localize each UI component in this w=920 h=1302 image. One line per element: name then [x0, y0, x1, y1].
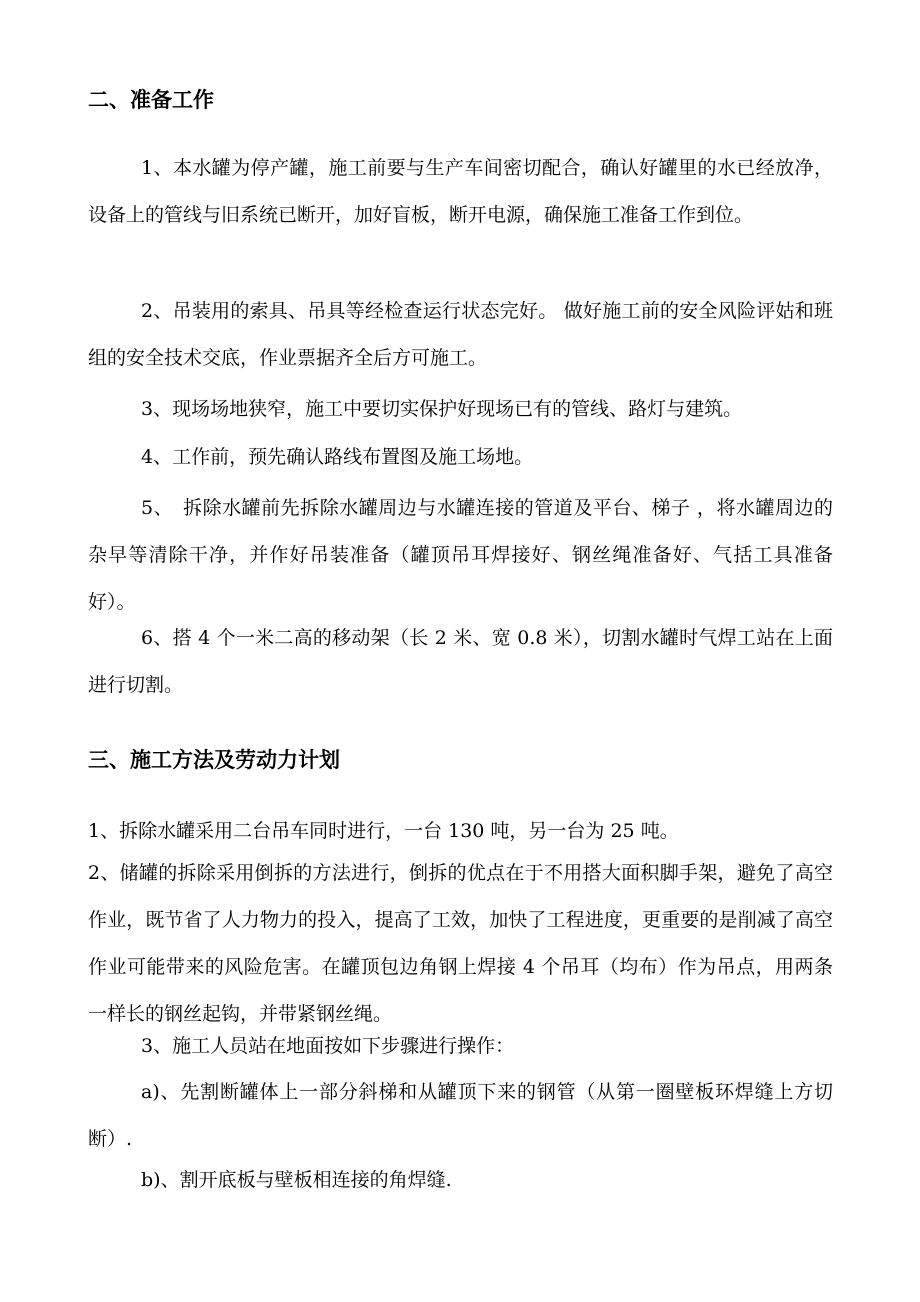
section-3-step-b: b)、割开底板与壁板相连接的角焊缝. [141, 1169, 452, 1191]
section-3-step-a: a)、先割断罐体上一部分斜梯和从罐顶下来的钢管（从第一圈壁板环焊缝上方切断）. [88, 1081, 833, 1150]
section-3-heading: 三、施工方法及劳动力计划 [88, 747, 340, 772]
section-2-item-3: 3、现场场地狭窄，施工中要切实保护好现场已有的管线、路灯与建筑。 [141, 398, 743, 420]
section-2-item-6: 6、搭 4 个一米二高的移动架（长 2 米、宽 0.8 米），切割水罐时气焊工站在上面进行切割。 [88, 627, 833, 696]
section-2-heading: 二、准备工作 [88, 87, 214, 112]
section-2-item-1: 1、本水罐为停产罐，施工前要与生产车间密切配合，确认好罐里的水已经放净，设备上的管线与旧系统已断开，加好盲板，断开电源，确保施工准备工作到位。 [88, 157, 833, 226]
section-2-item-2: 2、吊装用的索具、吊具等经检查运行状态完好。 做好施工前的安全风险评姑和班组的安全技术交底，作业票据齐全后方可施工。 [88, 300, 833, 369]
section-2-item-4: 4、工作前，预先确认路线布置图及施工场地。 [141, 446, 534, 468]
section-3-item-2: 2、储罐的拆除采用倒拆的方法进行，倒拆的优点在于不用搭大面积脚手架，避免了高空作业，既节省了人力物力的投入，提高了工效，加快了工程进度，更重要的是削减了高空作业可能带来的风险危害。在罐顶包边角钢上焊接 4 个吊耳（均布）作为吊点，用两条一样长的钢丝起钩，并带紧钢丝绳。 [88, 862, 833, 1025]
section-3-item-1: 1、拆除水罐采用二台吊车同时进行，一台 130 吨，另一台为 25 吨。 [88, 820, 679, 842]
section-3-item-3: 3、施工人员站在地面按如下步骤进行操作： [141, 1035, 515, 1057]
section-2-item-5: 5、 拆除水罐前先拆除水罐周边与水罐连接的管道及平台、梯子 ，将水罐周边的杂早等清除干净，并作好吊装准备（罐顶吊耳焊接好、钢丝绳准备好、气括工具准备好）。 [88, 497, 833, 613]
